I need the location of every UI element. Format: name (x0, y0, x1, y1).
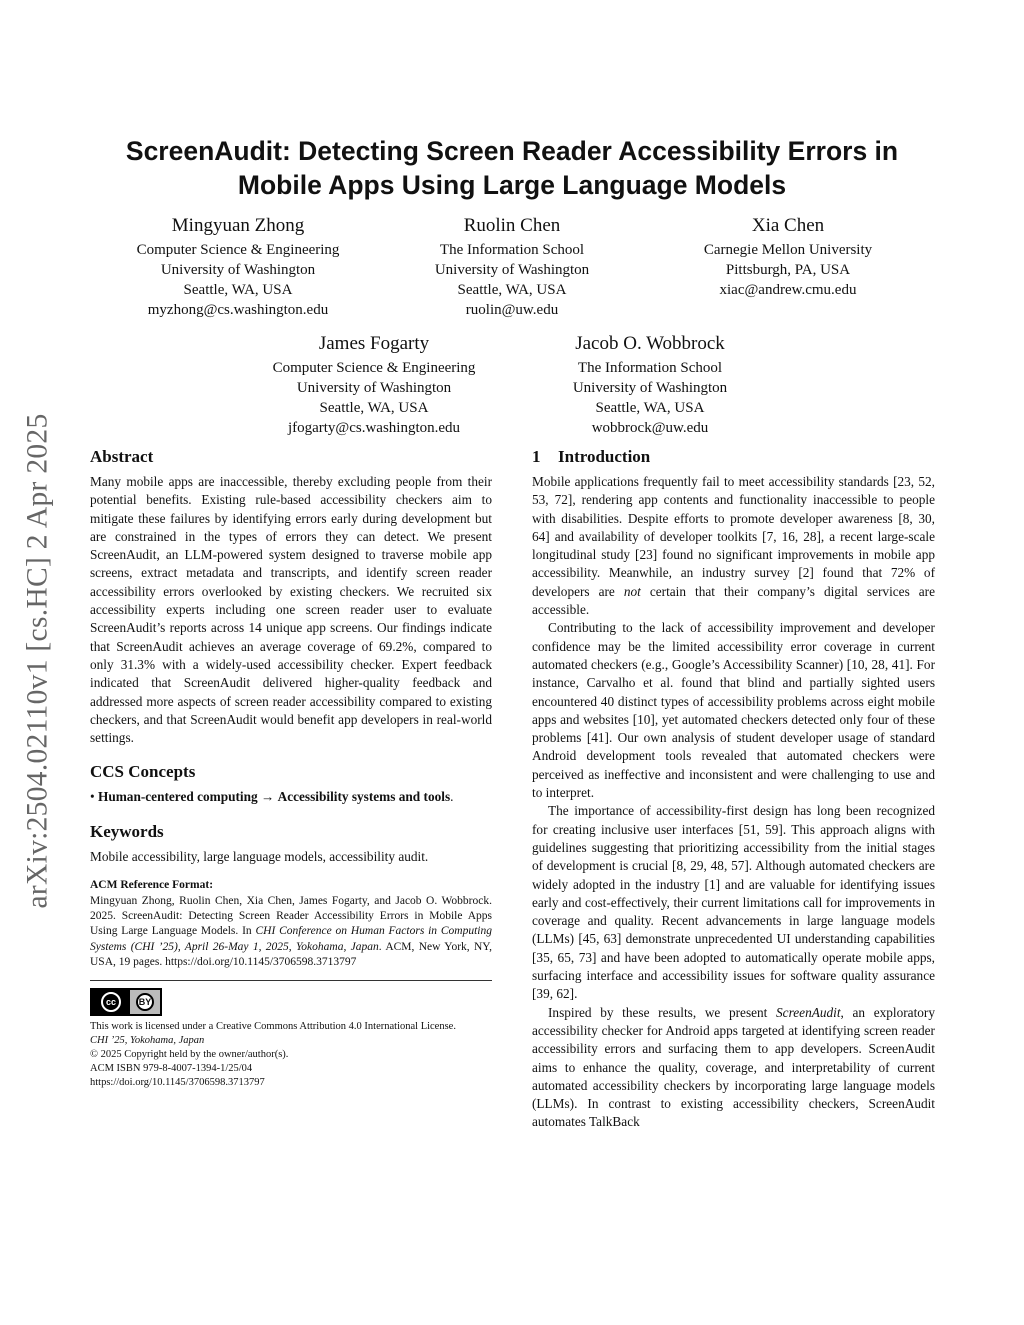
abstract-text: Many mobile apps are inaccessible, thereby excluding people from their potential benefits. Existing rule-based accessibility checkers aim to mitigate these failures by identifying errors early during development but are constrained in the types of errors they can detect. We present ScreenAudit, an LLM-powered system designed to traverse mobile app screens, extract metadata and transcripts, and identify screen reader accessibility errors overlooked by existing checkers. We recruited six accessibility experts including one screen reader user to evaluate ScreenAudit’s reports across 14 unique app screens. Our findings indicate that ScreenAudit achieves an average coverage of 69.2%, compared to only 31.3% with a widely-used accessibility checker. Expert feedback indicated that ScreenAudit delivered higher-quality feedback and addressed more aspects of screen reader accessibility compared to existing checkers, and that ScreenAudit would benefit app developers in real-world settings. (90, 474, 492, 746)
author-affiliation: Carnegie Mellon University (703, 242, 873, 258)
author-affiliation: University of Washington (160, 262, 316, 278)
author-affiliation: The Information School (577, 360, 723, 376)
intro-paragraph-1: Mobile applications frequently fail to meet accessibility standards [23, 52, 53, 72], rendering app contents and functionality inaccessible to people with disabilities. Despite efforts to promote developer awareness [8, 30, 64] and availability of developer toolkits [7, 16, 28], a recent large-scale longitudinal study [23] found no significant improvements in mobile app accessibility. Meanwhile, an industry survey [2] found that 72% of developers are not certain that their company’s digital services are accessible. (532, 474, 935, 618)
ccs-concept (90, 788, 492, 806)
author-location: Seattle, WA, USA (595, 400, 705, 416)
right-column (532, 446, 935, 1132)
intro-heading (532, 446, 935, 468)
acm-reference-authors: Mingyuan Zhong, Ruolin Chen, Xia Chen, James Fogarty, and Jacob O. Wobbrock. 2025. ScreenAudit: Detecting Screen Reader Accessibility Errors in Mobile Apps Using Large Language Models. In (90, 895, 492, 938)
author-affiliation: Computer Science & Engineering (272, 360, 476, 376)
left-column (90, 446, 492, 1090)
acm-reference-text (90, 894, 492, 970)
author-affiliation: Computer Science & Engineering (136, 242, 340, 258)
arxiv-identifier (18, 364, 58, 958)
author-location: Seattle, WA, USA (183, 282, 293, 298)
doi-line: https://doi.org/10.1145/3706598.3713797 (90, 1077, 265, 1089)
author-block (660, 214, 916, 300)
author-email: xiac@andrew.cmu.edu (719, 282, 857, 298)
author-name: Xia Chen (751, 215, 825, 236)
author-block (392, 214, 632, 320)
paper-title: ScreenAudit: Detecting Screen Reader Accessibility Errors in Mobile Apps Using Large Language Models (125, 136, 899, 200)
by-attribution-icon: BY (130, 990, 160, 1014)
author-email: wobbrock@uw.edu (591, 420, 709, 436)
ccs-arrow: → (261, 789, 275, 805)
conference-venue: CHI ’25, Yokohama, Japan (90, 1035, 205, 1047)
intro-paragraph-4: Inspired by these results, we present ScreenAudit, an exploratory accessibility checker for Android apps targeted at identifying screen reader accessibility errors and surfacing them to app developers. ScreenAudit aims to enhance the quality, coverage, and interpretability of current automated accessibility checkers by incorporating large language models (LLMs). In contrast to existing accessibility checkers, ScreenAudit automates TalkBack (532, 1004, 935, 1130)
section-title: Introduction (558, 447, 651, 466)
acm-reference-venue: CHI Conference on Human Factors in Computing Systems (CHI ’25), April 26-May 1, 2025, Yokohama, Japan (90, 925, 492, 953)
acm-reference-publisher: . ACM, New York, NY, USA, 19 pages. https://doi.org/10.1145/3706598.3713797 (90, 940, 492, 968)
author-email: myzhong@cs.washington.edu (147, 302, 329, 318)
intro-paragraph-2: Contributing to the lack of accessibility improvement and developer confidence may be the limited accessibility error coverage in current automated checkers (e.g., Google’s Accessibility Scanner) [10, 28, 41]. For instance, Carvalho et al. found that blind and partially sighted users encountered 40 distinct types of accessibility problems across eight mobile apps and websites [10], yet automated checkers detected only four of these problems [41]. Our own analysis of student developer usage of standard Android development tools revealed that automated checkers were perceived as ineffective and inconsistent and were challenging to use and to interpret. (532, 620, 935, 801)
cc-logo-icon: cc (92, 990, 130, 1014)
cc-license-badge (90, 988, 162, 1016)
license-divider (90, 980, 492, 981)
author-affiliation: University of Washington (296, 380, 452, 396)
author-affiliation: University of Washington (572, 380, 728, 396)
keywords-heading: Keywords (90, 821, 164, 841)
isbn-line: ACM ISBN 979-8-4007-1394-1/25/04 (90, 1063, 253, 1075)
ccs-concept-main: Human-centered computing (97, 789, 258, 805)
ccs-bullet: • (90, 789, 95, 805)
author-affiliation: University of Washington (434, 262, 590, 278)
author-name: Mingyuan Zhong (171, 215, 305, 236)
ccs-end: . (450, 789, 454, 805)
license-statement: This work is licensed under a Creative Commons Attribution 4.0 International License. (90, 1021, 456, 1033)
emphasis-not: not (623, 583, 641, 599)
author-email: ruolin@uw.edu (465, 302, 559, 318)
author-location: Pittsburgh, PA, USA (725, 262, 851, 278)
author-block (530, 332, 770, 438)
author-name: Ruolin Chen (463, 215, 561, 236)
author-block (244, 332, 504, 438)
ccs-concept-sub: Accessibility systems and tools (277, 789, 451, 805)
ccs-heading: CCS Concepts (90, 762, 196, 782)
author-name: James Fogarty (318, 333, 430, 354)
intro-paragraph-3: The importance of accessibility-first design has long been recognized for creating inclusive user interfaces [51, 59]. This approach aligns with guidelines suggesting that prioritizing accessibility from the initial stages of development is crucial [8, 29, 48, 57]. Although automated checkers are widely adopted in the industry [1] and are valuable for identifying issues early and cost-effectively, their current limitations call for improvements in coverage and quality. Recent advancements in large language models (LLMs) [45, 63] demonstrate unprecedented UI understanding capabilities [35, 65, 73] and have been adopted to automatically operate mobile apps, surfacing interface and accessibility issues for software quality assurance [39, 62]. (532, 803, 935, 1002)
section-number: 1 (532, 447, 541, 466)
keywords-text: Mobile accessibility, large language models, accessibility audit. (90, 848, 429, 864)
author-affiliation: The Information School (439, 242, 585, 258)
author-location: Seattle, WA, USA (457, 282, 567, 298)
author-name: Jacob O. Wobbrock (575, 333, 725, 354)
acm-reference-heading: ACM Reference Format: (90, 879, 214, 892)
author-email: jfogarty@cs.washington.edu (287, 420, 461, 436)
author-location: Seattle, WA, USA (319, 400, 429, 416)
abstract-heading: Abstract (90, 447, 154, 466)
arxiv-identifier-text: arXiv:2504.02110v1 [cs.HC] 2 Apr 2025 (21, 413, 54, 909)
emphasis-screenaudit: ScreenAudit (776, 1004, 841, 1020)
copyright-line: © 2025 Copyright held by the owner/author(s). (90, 1049, 289, 1061)
author-block (92, 214, 384, 320)
